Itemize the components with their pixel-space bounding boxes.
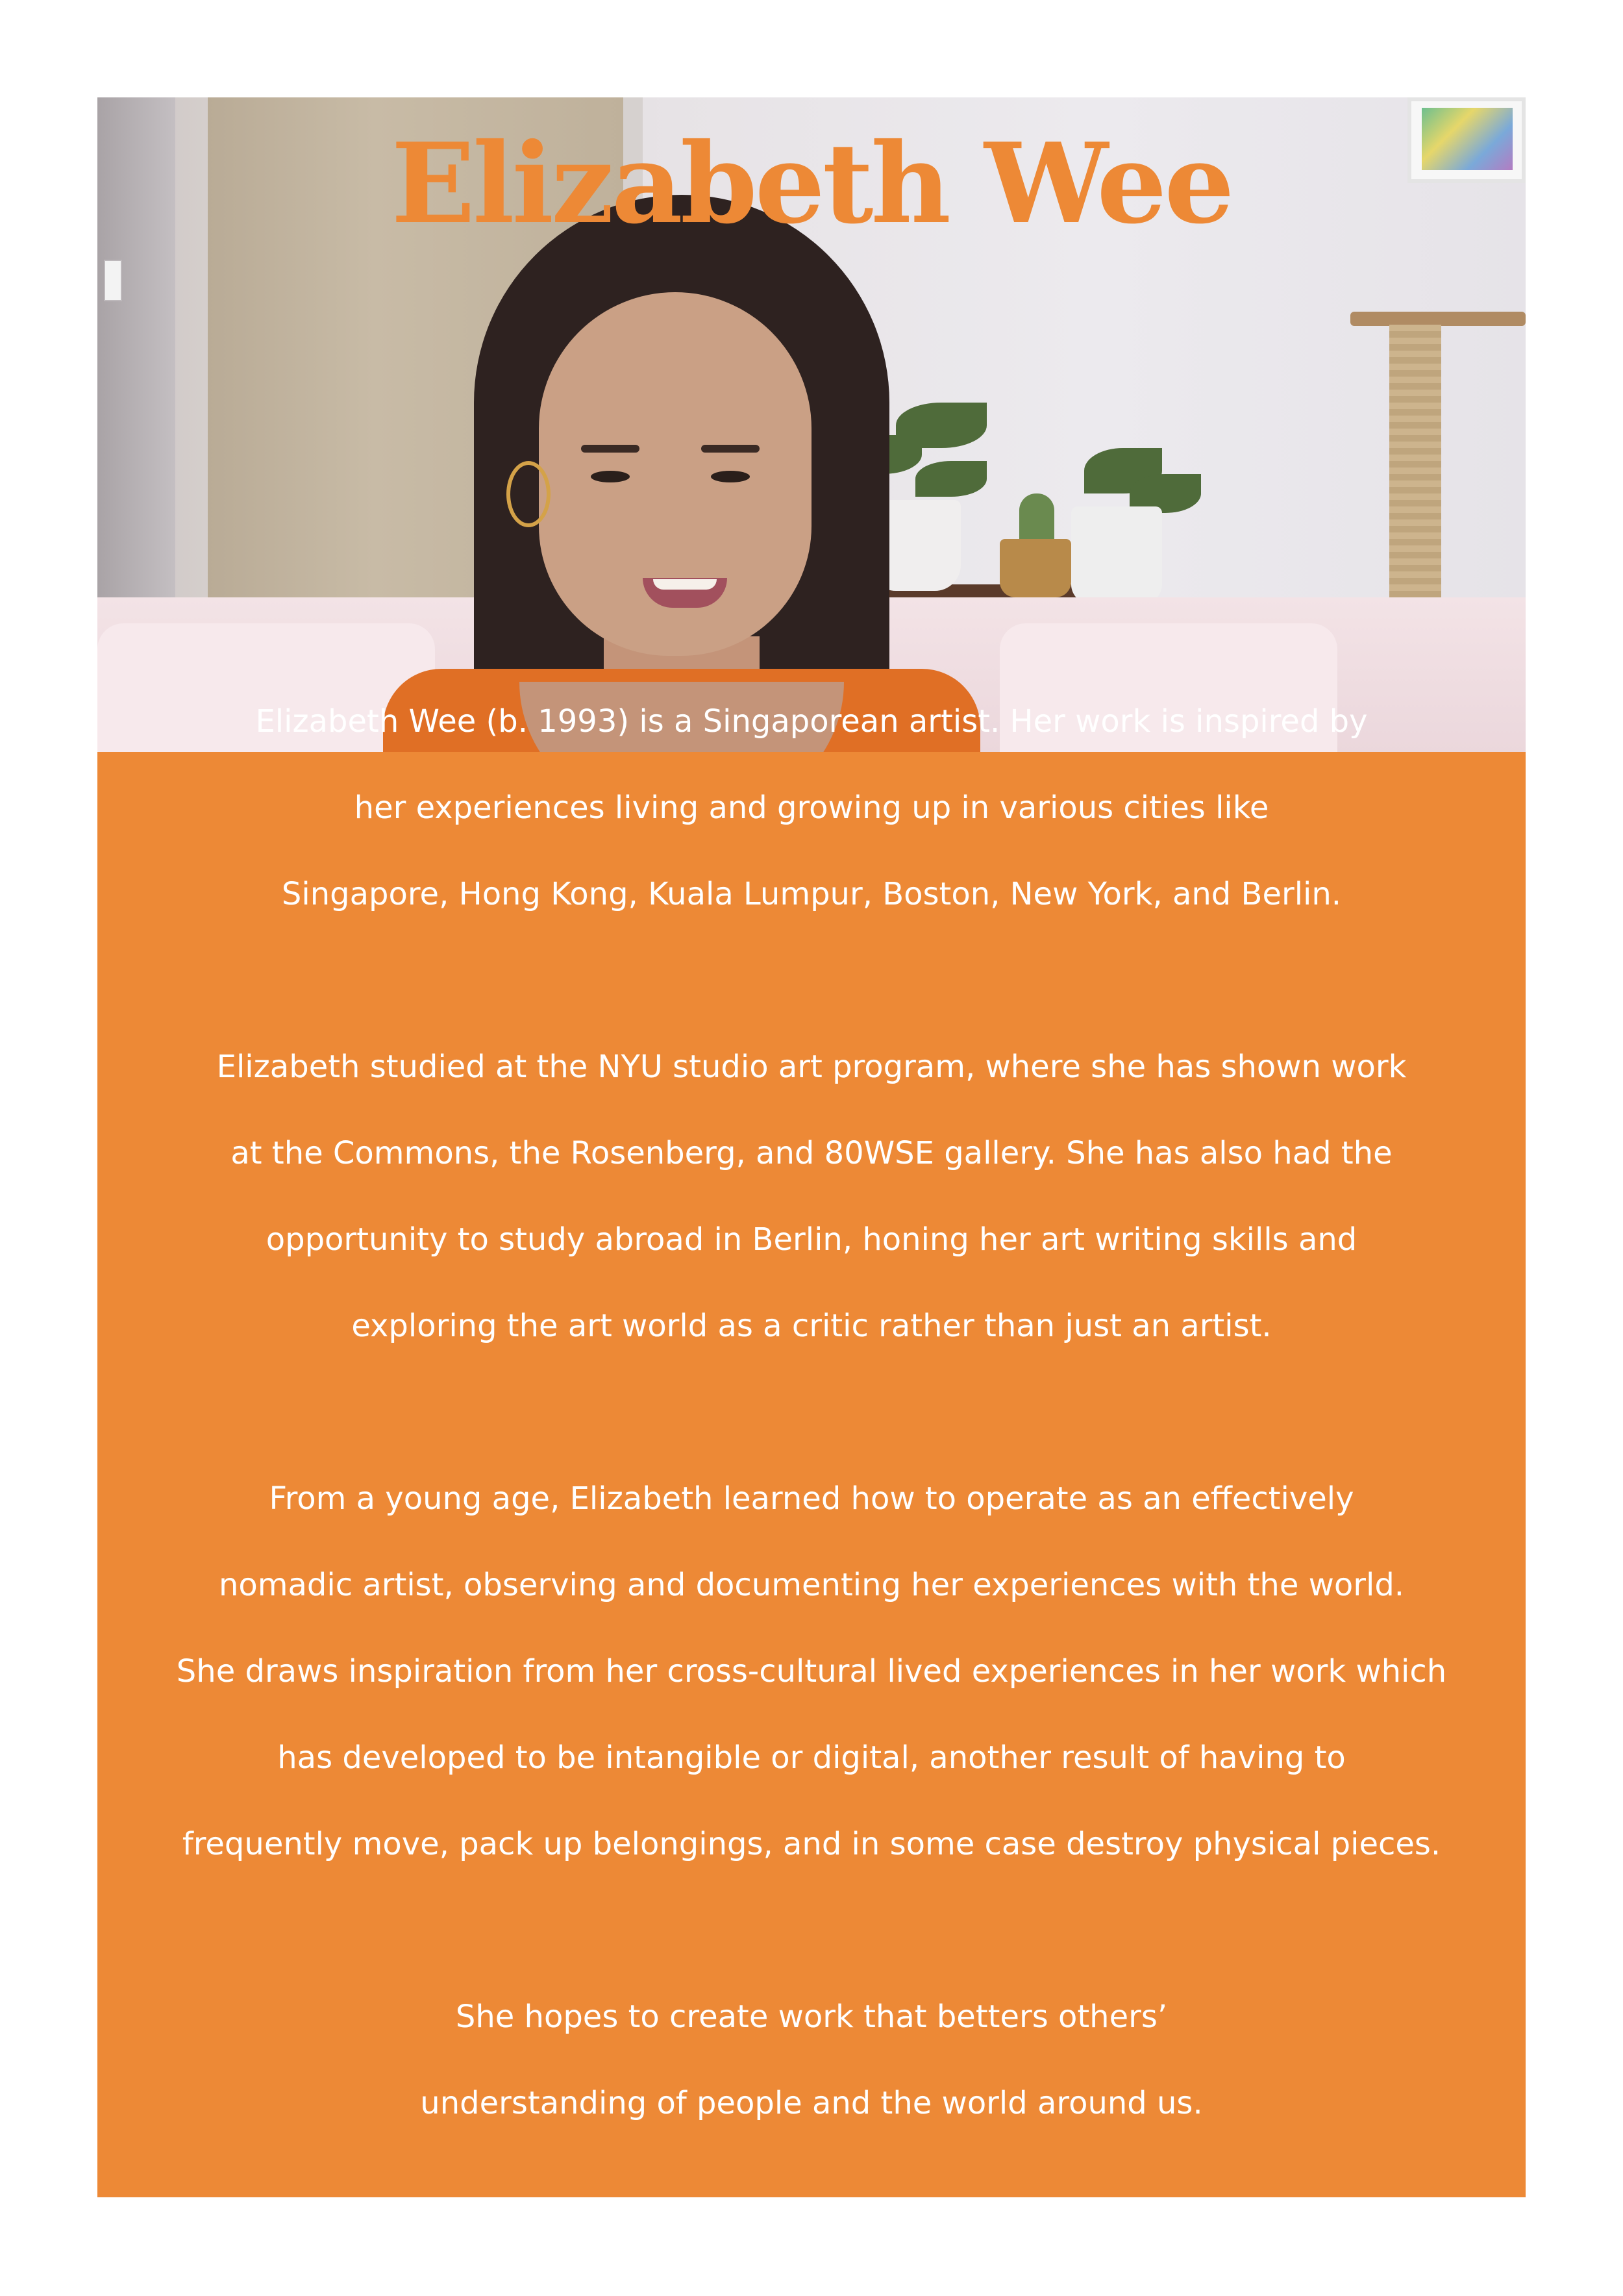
earring <box>506 461 551 527</box>
teeth <box>653 579 717 590</box>
bio-line: Singapore, Hong Kong, Kuala Lumpur, Boston, New York, and Berlin. <box>281 876 1342 912</box>
bio-line: at the Commons, the Rosenberg, and 80WSE gallery. She has also had the <box>230 1135 1393 1171</box>
eye <box>591 471 630 482</box>
cat-tree-shelf <box>1350 312 1526 326</box>
bio-line: opportunity to study abroad in Berlin, honing her art writing skills and <box>266 1221 1357 1258</box>
bio-line: nomadic artist, observing and documenting her experiences with the world. <box>218 1567 1405 1603</box>
bio-line: has developed to be intangible or digital, another result of having to <box>277 1740 1346 1776</box>
paragraph-gap <box>97 938 1526 1024</box>
light-switch <box>104 260 122 301</box>
eyebrow <box>701 445 760 453</box>
paragraph-gap <box>97 1369 1526 1456</box>
bio-line: She draws inspiration from her cross-cultural lived experiences in her work which <box>176 1653 1447 1690</box>
plant-leaf <box>915 461 987 497</box>
eye <box>711 471 750 482</box>
plant-pot <box>1000 539 1071 597</box>
bio-line: From a young age, Elizabeth learned how to operate as an effectively <box>269 1480 1354 1517</box>
bio-line: understanding of people and the world around us. <box>420 2085 1203 2121</box>
plant-leaf <box>896 403 987 448</box>
bio-line: frequently move, pack up belongings, and in some case destroy physical pieces. <box>182 1826 1441 1862</box>
bio-line: She hopes to create work that betters others’ <box>455 1999 1168 2035</box>
paragraph-gap <box>97 1888 1526 1974</box>
bio-line: Elizabeth studied at the NYU studio art program, where she has shown work <box>216 1049 1407 1085</box>
bio-line: her experiences living and growing up in various cities like <box>354 790 1269 826</box>
bio-text <box>97 679 1526 2147</box>
bio-line: Elizabeth Wee (b. 1993) is a Singaporean artist. Her work is inspired by <box>255 703 1368 740</box>
bio-card <box>97 97 1526 2197</box>
bio-line: exploring the art world as a critic rather than just an artist. <box>351 1308 1272 1344</box>
page-title: Elizabeth Wee <box>391 119 1232 249</box>
eyebrow <box>581 445 639 453</box>
plant-pot <box>1071 506 1162 604</box>
